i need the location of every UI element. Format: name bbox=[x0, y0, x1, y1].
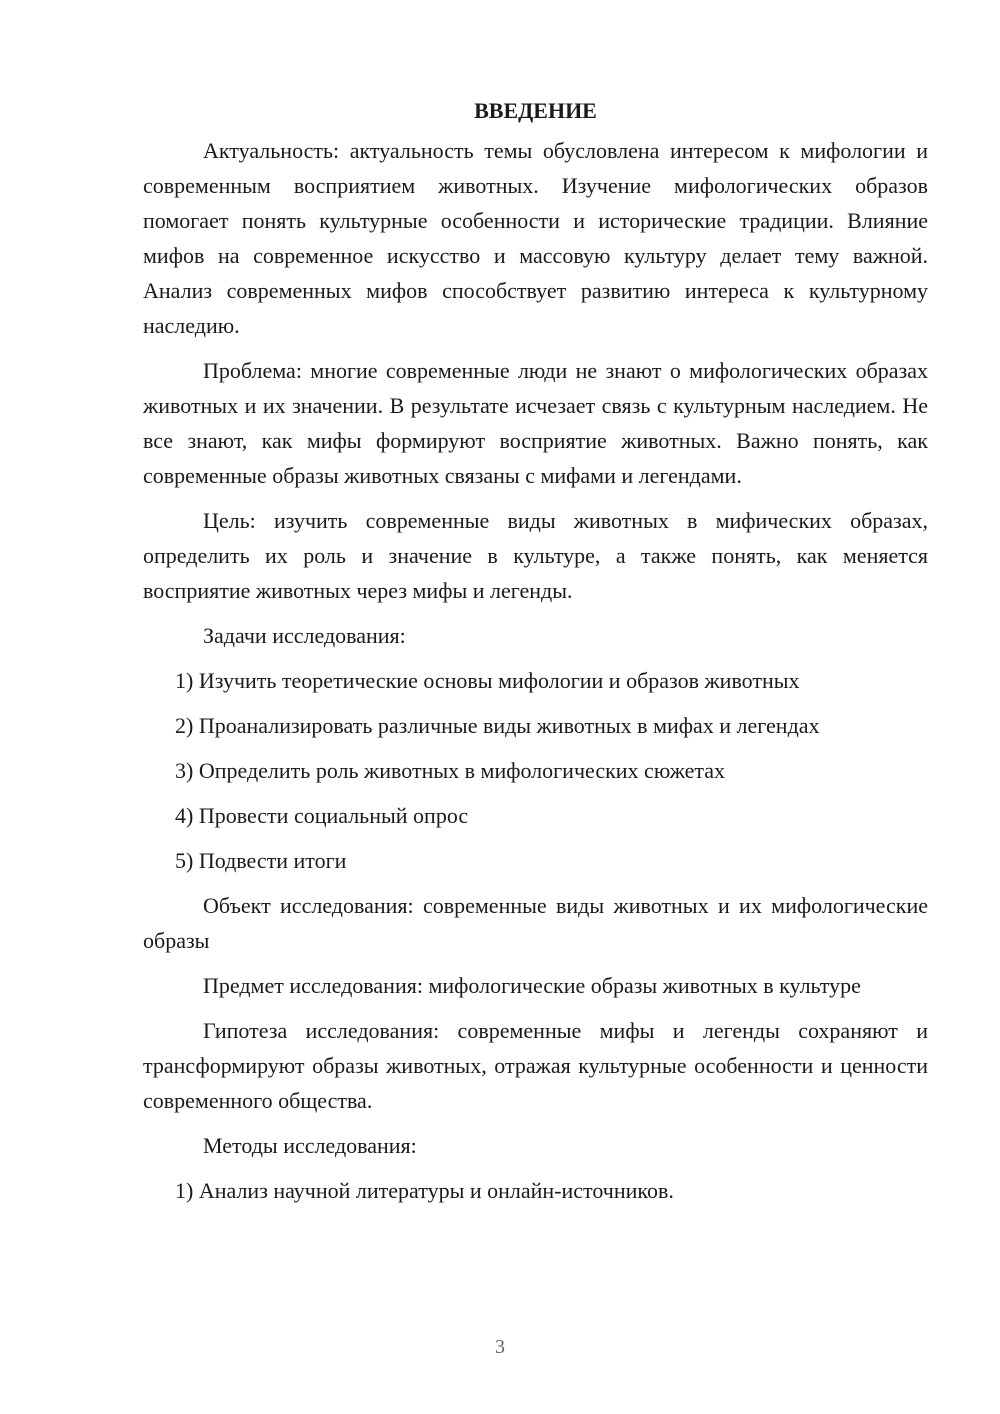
task-item: 1) Изучить теоретические основы мифологии и образов животных bbox=[175, 668, 800, 693]
task-item: 4) Провести социальный опрос bbox=[175, 803, 469, 828]
paragraph-hypothesis: Гипотеза исследования: современные мифы и легенды сохраняют и трансформируют образы животных, отражая культурные особенности и ценности современного общества. bbox=[143, 1018, 928, 1113]
task-item: 2) Проанализировать различные виды животных в мифах и легендах bbox=[175, 713, 820, 738]
paragraph-problem: Проблема: многие современные люди не знают о мифологических образах животных и их значении. В результате исчезает связь с культурным наследием. Не все знают, как мифы формируют восприятие животных. Важно понять, как современные образы животных связаны с мифами и легендами. bbox=[143, 358, 928, 488]
page-number: 3 bbox=[495, 1336, 505, 1358]
methods-heading: Методы исследования: bbox=[203, 1133, 417, 1158]
paragraph-relevance: Актуальность: актуальность темы обусловлена интересом к мифологии и современным восприятием животных. Изучение мифологических образов помогает понять культурные особенности и исторические традиции. Влияние мифов на современное искусство и массовую культуру делает тему важной. Анализ современных мифов способствует развитию интереса к культурному наследию. bbox=[143, 138, 928, 338]
page-title: ВВЕДЕНИЕ bbox=[474, 98, 597, 123]
paragraph-object: Объект исследования: современные виды животных и их мифологические образы bbox=[143, 893, 928, 953]
method-item: 1) Анализ научной литературы и онлайн-источников. bbox=[175, 1178, 674, 1203]
tasks-heading: Задачи исследования: bbox=[203, 623, 406, 648]
paragraph-goal: Цель: изучить современные виды животных в мифических образах, определить их роль и значение в культуре, а также понять, как меняется восприятие животных через мифы и легенды. bbox=[143, 508, 928, 603]
paragraph-subject: Предмет исследования: мифологические образы животных в культуре bbox=[203, 973, 861, 998]
task-item: 5) Подвести итоги bbox=[175, 848, 347, 873]
document-page bbox=[143, 95, 928, 1208]
task-item: 3) Определить роль животных в мифологических сюжетах bbox=[175, 758, 726, 783]
